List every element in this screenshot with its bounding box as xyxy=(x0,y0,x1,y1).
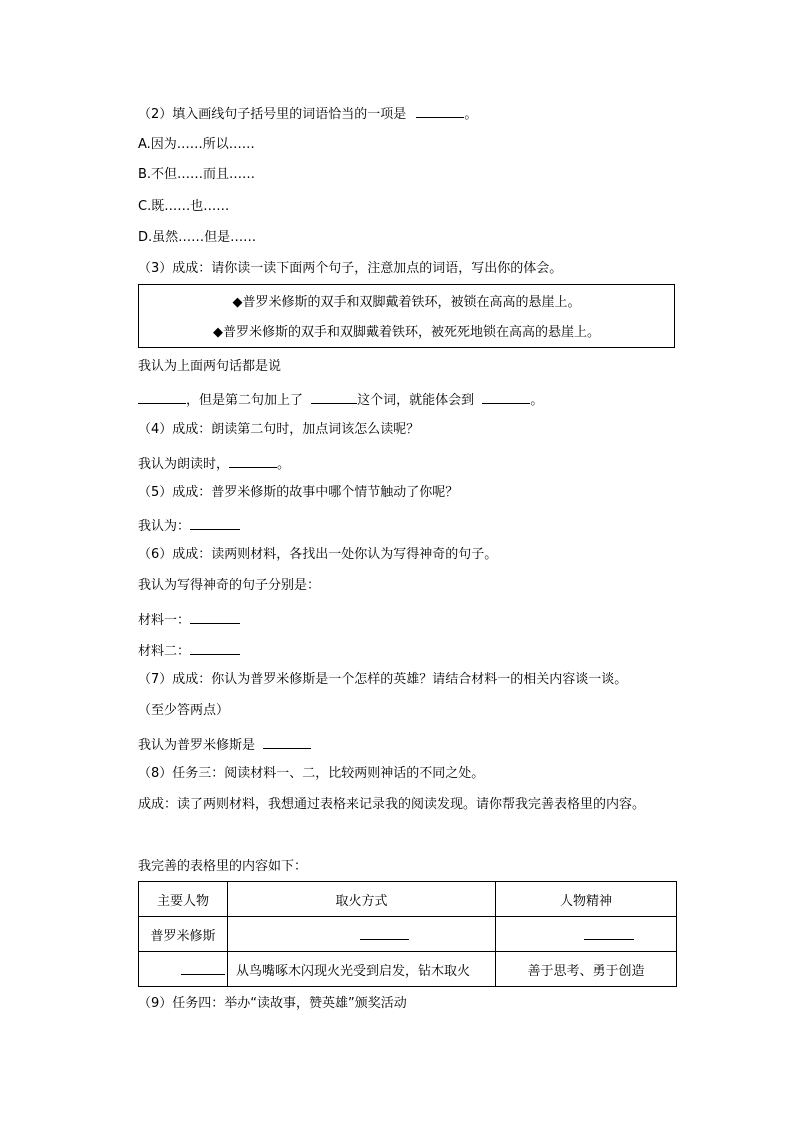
row1-method-cell xyxy=(228,917,496,952)
q8-description: 成成：读了两则材料，我想通过表格来记录我的阅读发现。请你帮我完善表格里的内容。 xyxy=(138,797,646,812)
q6-intro: 我认为写得神奇的句子分别是： xyxy=(138,578,321,593)
header-main-character: 主要人物 xyxy=(139,882,228,917)
comparison-table xyxy=(138,881,677,987)
q7-answer-line: 我认为普罗米修斯是 xyxy=(138,734,311,755)
q2-option-d[interactable]: D.虽然……但是…… xyxy=(138,230,257,245)
row2-character-blank[interactable] xyxy=(181,960,225,975)
row2-spirit: 善于思考、勇于创造 xyxy=(496,952,677,987)
q4-stem: （4）成成：朗读第二句时，加点词该怎么读呢？ xyxy=(138,422,420,437)
q6-blank-1[interactable] xyxy=(190,609,240,624)
row2-method: 从鸟嘴啄木闪现火光受到启发，钻木取火 xyxy=(228,952,496,987)
q3-answer-line: ，但是第二句加上了 这个词，就能体会到 。 xyxy=(138,389,543,410)
q2-answer-blank[interactable] xyxy=(416,103,464,118)
q3-sentence-2: ◆普罗米修斯的双手和双脚戴着铁环，被死死地锁在高高的悬崖上。 xyxy=(213,325,600,340)
q2-option-c[interactable]: C.既……也…… xyxy=(138,199,230,214)
q3-answer-intro: 我认为上面两句话都是说 xyxy=(138,359,282,374)
row1-method-blank[interactable] xyxy=(360,925,409,940)
q6-stem: （6）成成：读两则材料，各找出一处你认为写得神奇的句子。 xyxy=(138,547,498,562)
q8-stem: （8）任务三：阅读材料一、二，比较两则神话的不同之处。 xyxy=(138,766,485,781)
q2-line: （2）填入画线句子括号里的词语恰当的一项是 。 xyxy=(138,103,477,124)
q5-answer-line: 我认为： xyxy=(138,515,240,536)
q7-stem: （7）成成：你认为普罗米修斯是一个怎样的英雄？请结合材料一的相关内容谈一谈。 xyxy=(138,672,628,687)
q3-blank-3[interactable] xyxy=(482,389,530,404)
q3-sentence-1: ◆普罗米修斯的双手和双脚戴着铁环，被锁在高高的悬崖上。 xyxy=(232,295,581,310)
q5-blank[interactable] xyxy=(190,515,240,530)
q2-option-b[interactable]: B.不但……而且…… xyxy=(138,167,256,182)
q4-answer-line: 我认为朗读时， 。 xyxy=(138,453,290,474)
table-row xyxy=(139,917,677,952)
table-row xyxy=(139,952,677,987)
q8-table-intro: 我完善的表格里的内容如下： xyxy=(138,859,308,874)
q2-option-a[interactable]: A.因为……所以…… xyxy=(138,137,255,152)
q4-blank[interactable] xyxy=(229,453,277,468)
header-fire-method: 取火方式 xyxy=(228,882,496,917)
q3-blank-2[interactable] xyxy=(311,389,357,404)
q7-blank[interactable] xyxy=(263,734,311,749)
q3-sentence-box xyxy=(138,284,675,348)
header-character-spirit: 人物精神 xyxy=(496,882,677,917)
q6-blank-2[interactable] xyxy=(190,640,240,655)
row1-character: 普罗米修斯 xyxy=(139,917,228,952)
row2-character-cell xyxy=(139,952,228,987)
q6-material-2-line: 材料二： xyxy=(138,640,240,661)
table-header-row xyxy=(139,882,677,917)
q2-stem: （2）填入画线句子括号里的词语恰当的一项是 xyxy=(138,107,407,122)
q6-material-1-line: 材料一： xyxy=(138,609,240,630)
row1-spirit-cell xyxy=(496,917,677,952)
q3-stem: （3）成成：请你读一读下面两个句子，注意加点的词语，写出你的体会。 xyxy=(138,261,563,276)
q9-stem: （9）任务四：举办“读故事，赞英雄”颁奖活动 xyxy=(138,996,407,1011)
q5-stem: （5）成成：普罗米修斯的故事中哪个情节触动了你呢？ xyxy=(138,485,459,500)
q3-blank-1[interactable] xyxy=(138,389,186,404)
q7-note: （至少答两点） xyxy=(138,703,230,718)
row1-spirit-blank[interactable] xyxy=(584,925,634,940)
